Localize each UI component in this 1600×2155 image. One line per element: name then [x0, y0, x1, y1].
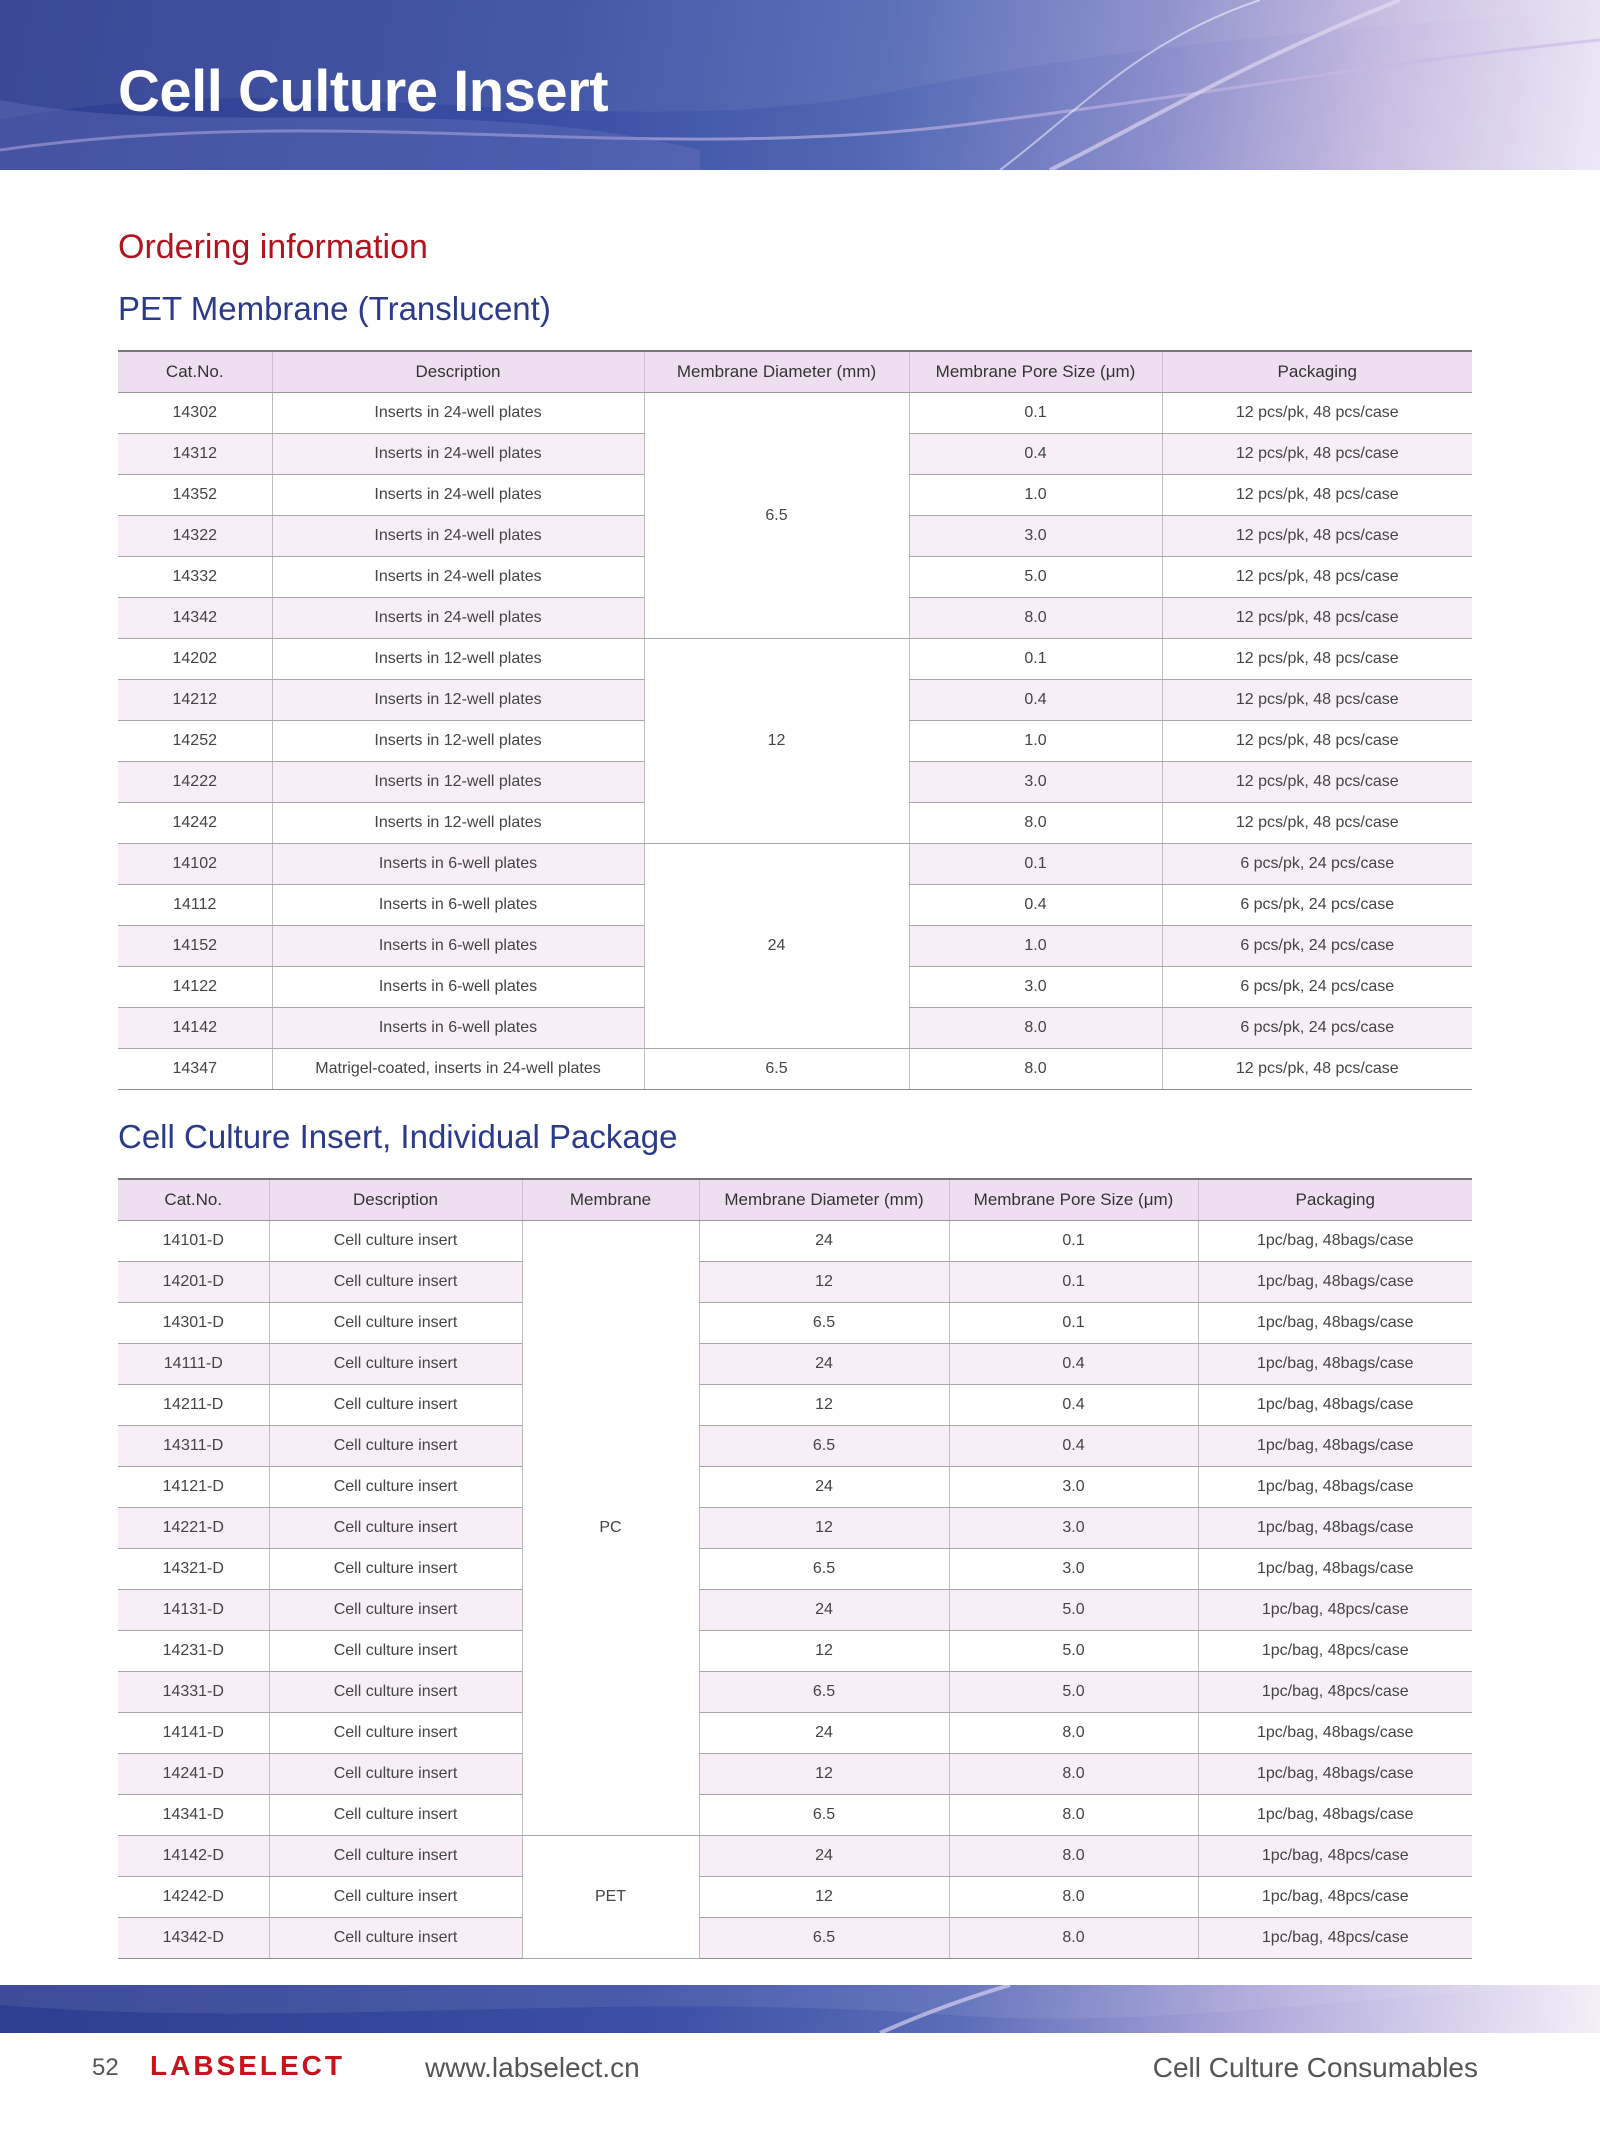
packaging-cell: 1pc/bag, 48pcs/case — [1198, 1918, 1472, 1959]
description-cell: Inserts in 6-well plates — [272, 1008, 644, 1049]
diameter-cell: 6.5 — [699, 1426, 949, 1467]
description-cell: Inserts in 12-well plates — [272, 762, 644, 803]
table-row — [118, 1344, 1472, 1385]
packaging-cell: 1pc/bag, 48pcs/case — [1198, 1836, 1472, 1877]
cat-no-cell: 14131-D — [118, 1590, 269, 1631]
pore-size-cell: 8.0 — [949, 1795, 1198, 1836]
description-cell: Cell culture insert — [269, 1221, 522, 1262]
packaging-cell: 1pc/bag, 48pcs/case — [1198, 1877, 1472, 1918]
description-cell: Inserts in 6-well plates — [272, 885, 644, 926]
packaging-cell: 6 pcs/pk, 24 pcs/case — [1162, 885, 1472, 926]
table-row — [118, 1754, 1472, 1795]
footer-wave-decoration — [0, 1985, 1600, 2033]
diameter-cell: 24 — [699, 1713, 949, 1754]
cat-no-cell: 14242-D — [118, 1877, 269, 1918]
packaging-cell: 12 pcs/pk, 48 pcs/case — [1162, 516, 1472, 557]
pore-size-cell: 0.1 — [949, 1221, 1198, 1262]
diameter-cell: 6.5 — [644, 1049, 909, 1090]
cat-no-cell: 14101-D — [118, 1221, 269, 1262]
description-cell: Cell culture insert — [269, 1467, 522, 1508]
pore-size-cell: 0.4 — [949, 1426, 1198, 1467]
description-cell: Cell culture insert — [269, 1795, 522, 1836]
table-row — [118, 1467, 1472, 1508]
cat-no-cell: 14311-D — [118, 1426, 269, 1467]
packaging-cell: 12 pcs/pk, 48 pcs/case — [1162, 803, 1472, 844]
pore-size-cell: 3.0 — [949, 1508, 1198, 1549]
description-cell: Inserts in 6-well plates — [272, 844, 644, 885]
description-cell: Cell culture insert — [269, 1836, 522, 1877]
cat-no-cell: 14222 — [118, 762, 272, 803]
diameter-cell: 24 — [699, 1467, 949, 1508]
description-cell: Inserts in 12-well plates — [272, 639, 644, 680]
table-row — [118, 1672, 1472, 1713]
table-row — [118, 1049, 1472, 1090]
cat-no-cell: 14212 — [118, 680, 272, 721]
cat-no-cell: 14142 — [118, 1008, 272, 1049]
cat-no-cell: 14241-D — [118, 1754, 269, 1795]
cat-no-cell: 14342-D — [118, 1918, 269, 1959]
cat-no-cell: 14332 — [118, 557, 272, 598]
diameter-cell: 12 — [699, 1754, 949, 1795]
cat-no-cell: 14321-D — [118, 1549, 269, 1590]
table-row — [118, 1508, 1472, 1549]
cat-no-cell: 14121-D — [118, 1467, 269, 1508]
column-header: Packaging — [1162, 351, 1472, 393]
diameter-cell: 24 — [699, 1836, 949, 1877]
column-header: Membrane Diameter (mm) — [699, 1179, 949, 1221]
description-cell: Cell culture insert — [269, 1590, 522, 1631]
cat-no-cell: 14302 — [118, 393, 272, 434]
description-cell: Inserts in 24-well plates — [272, 393, 644, 434]
diameter-cell: 24 — [699, 1590, 949, 1631]
diameter-cell: 6.5 — [699, 1303, 949, 1344]
description-cell: Inserts in 24-well plates — [272, 516, 644, 557]
section-label: Ordering information — [118, 228, 428, 266]
table-row — [118, 844, 1472, 885]
cat-no-cell: 14301-D — [118, 1303, 269, 1344]
description-cell: Inserts in 6-well plates — [272, 926, 644, 967]
column-header: Membrane Diameter (mm) — [644, 351, 909, 393]
website-link: www.labselect.cn — [425, 2052, 640, 2083]
packaging-cell: 12 pcs/pk, 48 pcs/case — [1162, 680, 1472, 721]
cat-no-cell: 14152 — [118, 926, 272, 967]
column-header: Description — [272, 351, 644, 393]
pet-membrane-table — [118, 350, 1472, 1090]
pore-size-cell: 3.0 — [909, 516, 1162, 557]
diameter-cell: 24 — [699, 1221, 949, 1262]
column-header: Membrane Pore Size (μm) — [949, 1179, 1198, 1221]
packaging-cell: 12 pcs/pk, 48 pcs/case — [1162, 639, 1472, 680]
pore-size-cell: 1.0 — [909, 721, 1162, 762]
packaging-cell: 6 pcs/pk, 24 pcs/case — [1162, 926, 1472, 967]
description-cell: Cell culture insert — [269, 1877, 522, 1918]
cat-no-cell: 14252 — [118, 721, 272, 762]
pore-size-cell: 3.0 — [909, 762, 1162, 803]
description-cell: Cell culture insert — [269, 1426, 522, 1467]
table-row — [118, 1426, 1472, 1467]
table-row — [118, 1918, 1472, 1959]
diameter-cell: 6.5 — [644, 393, 909, 639]
packaging-cell: 1pc/bag, 48bags/case — [1198, 1221, 1472, 1262]
pore-size-cell: 0.4 — [909, 434, 1162, 475]
description-cell: Inserts in 12-well plates — [272, 680, 644, 721]
pore-size-cell: 0.4 — [949, 1385, 1198, 1426]
table-row — [118, 1713, 1472, 1754]
pore-size-cell: 0.1 — [949, 1262, 1198, 1303]
pore-size-cell: 8.0 — [909, 1049, 1162, 1090]
diameter-cell: 12 — [699, 1508, 949, 1549]
table-row — [118, 1590, 1472, 1631]
packaging-cell: 12 pcs/pk, 48 pcs/case — [1162, 762, 1472, 803]
description-cell: Cell culture insert — [269, 1508, 522, 1549]
pore-size-cell: 0.1 — [909, 393, 1162, 434]
cat-no-cell: 14341-D — [118, 1795, 269, 1836]
table-row — [118, 1549, 1472, 1590]
description-cell: Inserts in 12-well plates — [272, 803, 644, 844]
pore-size-cell: 8.0 — [909, 803, 1162, 844]
cat-no-cell: 14322 — [118, 516, 272, 557]
column-header: Description — [269, 1179, 522, 1221]
table-header-row — [118, 351, 1472, 393]
pore-size-cell: 3.0 — [909, 967, 1162, 1008]
column-header: Packaging — [1198, 1179, 1472, 1221]
catalog-category: Cell Culture Consumables — [1152, 2052, 1478, 2083]
table1-heading: PET Membrane (Translucent) — [118, 290, 551, 327]
cat-no-cell: 14312 — [118, 434, 272, 475]
pore-size-cell: 0.1 — [909, 844, 1162, 885]
cat-no-cell: 14141-D — [118, 1713, 269, 1754]
table-row — [118, 1303, 1472, 1344]
pore-size-cell: 8.0 — [909, 1008, 1162, 1049]
cat-no-cell: 14142-D — [118, 1836, 269, 1877]
description-cell: Cell culture insert — [269, 1344, 522, 1385]
column-header: Cat.No. — [118, 351, 272, 393]
packaging-cell: 6 pcs/pk, 24 pcs/case — [1162, 844, 1472, 885]
membrane-cell: PET — [522, 1836, 699, 1959]
packaging-cell: 6 pcs/pk, 24 pcs/case — [1162, 967, 1472, 1008]
packaging-cell: 1pc/bag, 48pcs/case — [1198, 1672, 1472, 1713]
cat-no-cell: 14111-D — [118, 1344, 269, 1385]
packaging-cell: 1pc/bag, 48bags/case — [1198, 1385, 1472, 1426]
table-row — [118, 1836, 1472, 1877]
description-cell: Cell culture insert — [269, 1754, 522, 1795]
description-cell: Cell culture insert — [269, 1713, 522, 1754]
packaging-cell: 12 pcs/pk, 48 pcs/case — [1162, 393, 1472, 434]
table-row — [118, 1262, 1472, 1303]
cat-no-cell: 14342 — [118, 598, 272, 639]
table-row — [118, 1877, 1472, 1918]
page-number: 52 — [92, 2054, 119, 2081]
table-row — [118, 1385, 1472, 1426]
description-cell: Cell culture insert — [269, 1549, 522, 1590]
column-header: Cat.No. — [118, 1179, 269, 1221]
diameter-cell: 6.5 — [699, 1795, 949, 1836]
pore-size-cell: 8.0 — [949, 1754, 1198, 1795]
diameter-cell: 24 — [644, 844, 909, 1049]
packaging-cell: 1pc/bag, 48bags/case — [1198, 1549, 1472, 1590]
packaging-cell: 1pc/bag, 48bags/case — [1198, 1754, 1472, 1795]
header-banner — [0, 0, 1600, 170]
description-cell: Inserts in 24-well plates — [272, 557, 644, 598]
description-cell: Cell culture insert — [269, 1303, 522, 1344]
table-header-row — [118, 1179, 1472, 1221]
pore-size-cell: 8.0 — [949, 1713, 1198, 1754]
diameter-cell: 12 — [699, 1385, 949, 1426]
packaging-cell: 1pc/bag, 48bags/case — [1198, 1426, 1472, 1467]
packaging-cell: 1pc/bag, 48bags/case — [1198, 1344, 1472, 1385]
packaging-cell: 12 pcs/pk, 48 pcs/case — [1162, 434, 1472, 475]
diameter-cell: 6.5 — [699, 1672, 949, 1713]
description-cell: Inserts in 24-well plates — [272, 598, 644, 639]
diameter-cell: 6.5 — [699, 1918, 949, 1959]
pore-size-cell: 0.4 — [949, 1344, 1198, 1385]
cat-no-cell: 14231-D — [118, 1631, 269, 1672]
description-cell: Cell culture insert — [269, 1918, 522, 1959]
table-row — [118, 1221, 1472, 1262]
column-header: Membrane Pore Size (μm) — [909, 351, 1162, 393]
cat-no-cell: 14347 — [118, 1049, 272, 1090]
description-cell: Inserts in 24-well plates — [272, 434, 644, 475]
packaging-cell: 1pc/bag, 48bags/case — [1198, 1713, 1472, 1754]
packaging-cell: 12 pcs/pk, 48 pcs/case — [1162, 721, 1472, 762]
cat-no-cell: 14122 — [118, 967, 272, 1008]
cat-no-cell: 14242 — [118, 803, 272, 844]
pore-size-cell: 5.0 — [949, 1590, 1198, 1631]
page-title: Cell Culture Insert — [118, 59, 609, 124]
description-cell: Cell culture insert — [269, 1672, 522, 1713]
table2-heading: Cell Culture Insert, Individual Package — [118, 1118, 678, 1155]
column-header: Membrane — [522, 1179, 699, 1221]
cat-no-cell: 14102 — [118, 844, 272, 885]
packaging-cell: 12 pcs/pk, 48 pcs/case — [1162, 557, 1472, 598]
description-cell: Cell culture insert — [269, 1631, 522, 1672]
packaging-cell: 1pc/bag, 48bags/case — [1198, 1467, 1472, 1508]
description-cell: Cell culture insert — [269, 1385, 522, 1426]
pore-size-cell: 0.4 — [909, 680, 1162, 721]
cat-no-cell: 14202 — [118, 639, 272, 680]
table-row — [118, 393, 1472, 434]
pore-size-cell: 1.0 — [909, 926, 1162, 967]
diameter-cell: 12 — [699, 1877, 949, 1918]
pore-size-cell: 8.0 — [949, 1836, 1198, 1877]
packaging-cell: 1pc/bag, 48bags/case — [1198, 1262, 1472, 1303]
diameter-cell: 6.5 — [699, 1549, 949, 1590]
diameter-cell: 12 — [644, 639, 909, 844]
pore-size-cell: 0.4 — [909, 885, 1162, 926]
cat-no-cell: 14201-D — [118, 1262, 269, 1303]
cat-no-cell: 14221-D — [118, 1508, 269, 1549]
pore-size-cell: 5.0 — [949, 1631, 1198, 1672]
packaging-cell: 1pc/bag, 48bags/case — [1198, 1508, 1472, 1549]
pore-size-cell: 5.0 — [949, 1672, 1198, 1713]
packaging-cell: 12 pcs/pk, 48 pcs/case — [1162, 1049, 1472, 1090]
pore-size-cell: 0.1 — [949, 1303, 1198, 1344]
packaging-cell: 1pc/bag, 48pcs/case — [1198, 1590, 1472, 1631]
description-cell: Inserts in 6-well plates — [272, 967, 644, 1008]
description-cell: Cell culture insert — [269, 1262, 522, 1303]
cat-no-cell: 14112 — [118, 885, 272, 926]
packaging-cell: 12 pcs/pk, 48 pcs/case — [1162, 598, 1472, 639]
pore-size-cell: 5.0 — [909, 557, 1162, 598]
cat-no-cell: 14331-D — [118, 1672, 269, 1713]
pore-size-cell: 3.0 — [949, 1467, 1198, 1508]
packaging-cell: 12 pcs/pk, 48 pcs/case — [1162, 475, 1472, 516]
cat-no-cell: 14211-D — [118, 1385, 269, 1426]
cat-no-cell: 14352 — [118, 475, 272, 516]
membrane-cell: PC — [522, 1221, 699, 1836]
brand-logo: LABSELECT — [150, 2050, 345, 2081]
pore-size-cell: 8.0 — [949, 1877, 1198, 1918]
diameter-cell: 12 — [699, 1262, 949, 1303]
pore-size-cell: 8.0 — [949, 1918, 1198, 1959]
packaging-cell: 1pc/bag, 48bags/case — [1198, 1303, 1472, 1344]
description-cell: Inserts in 12-well plates — [272, 721, 644, 762]
pore-size-cell: 0.1 — [909, 639, 1162, 680]
table-row — [118, 1631, 1472, 1672]
packaging-cell: 6 pcs/pk, 24 pcs/case — [1162, 1008, 1472, 1049]
pore-size-cell: 8.0 — [909, 598, 1162, 639]
table-row — [118, 639, 1472, 680]
individual-package-table — [118, 1178, 1472, 1959]
table-row — [118, 1795, 1472, 1836]
pore-size-cell: 3.0 — [949, 1549, 1198, 1590]
packaging-cell: 1pc/bag, 48pcs/case — [1198, 1631, 1472, 1672]
packaging-cell: 1pc/bag, 48bags/case — [1198, 1795, 1472, 1836]
description-cell: Matrigel-coated, inserts in 24-well plates — [272, 1049, 644, 1090]
footer-banner — [0, 1985, 1600, 2033]
diameter-cell: 12 — [699, 1631, 949, 1672]
pore-size-cell: 1.0 — [909, 475, 1162, 516]
description-cell: Inserts in 24-well plates — [272, 475, 644, 516]
diameter-cell: 24 — [699, 1344, 949, 1385]
